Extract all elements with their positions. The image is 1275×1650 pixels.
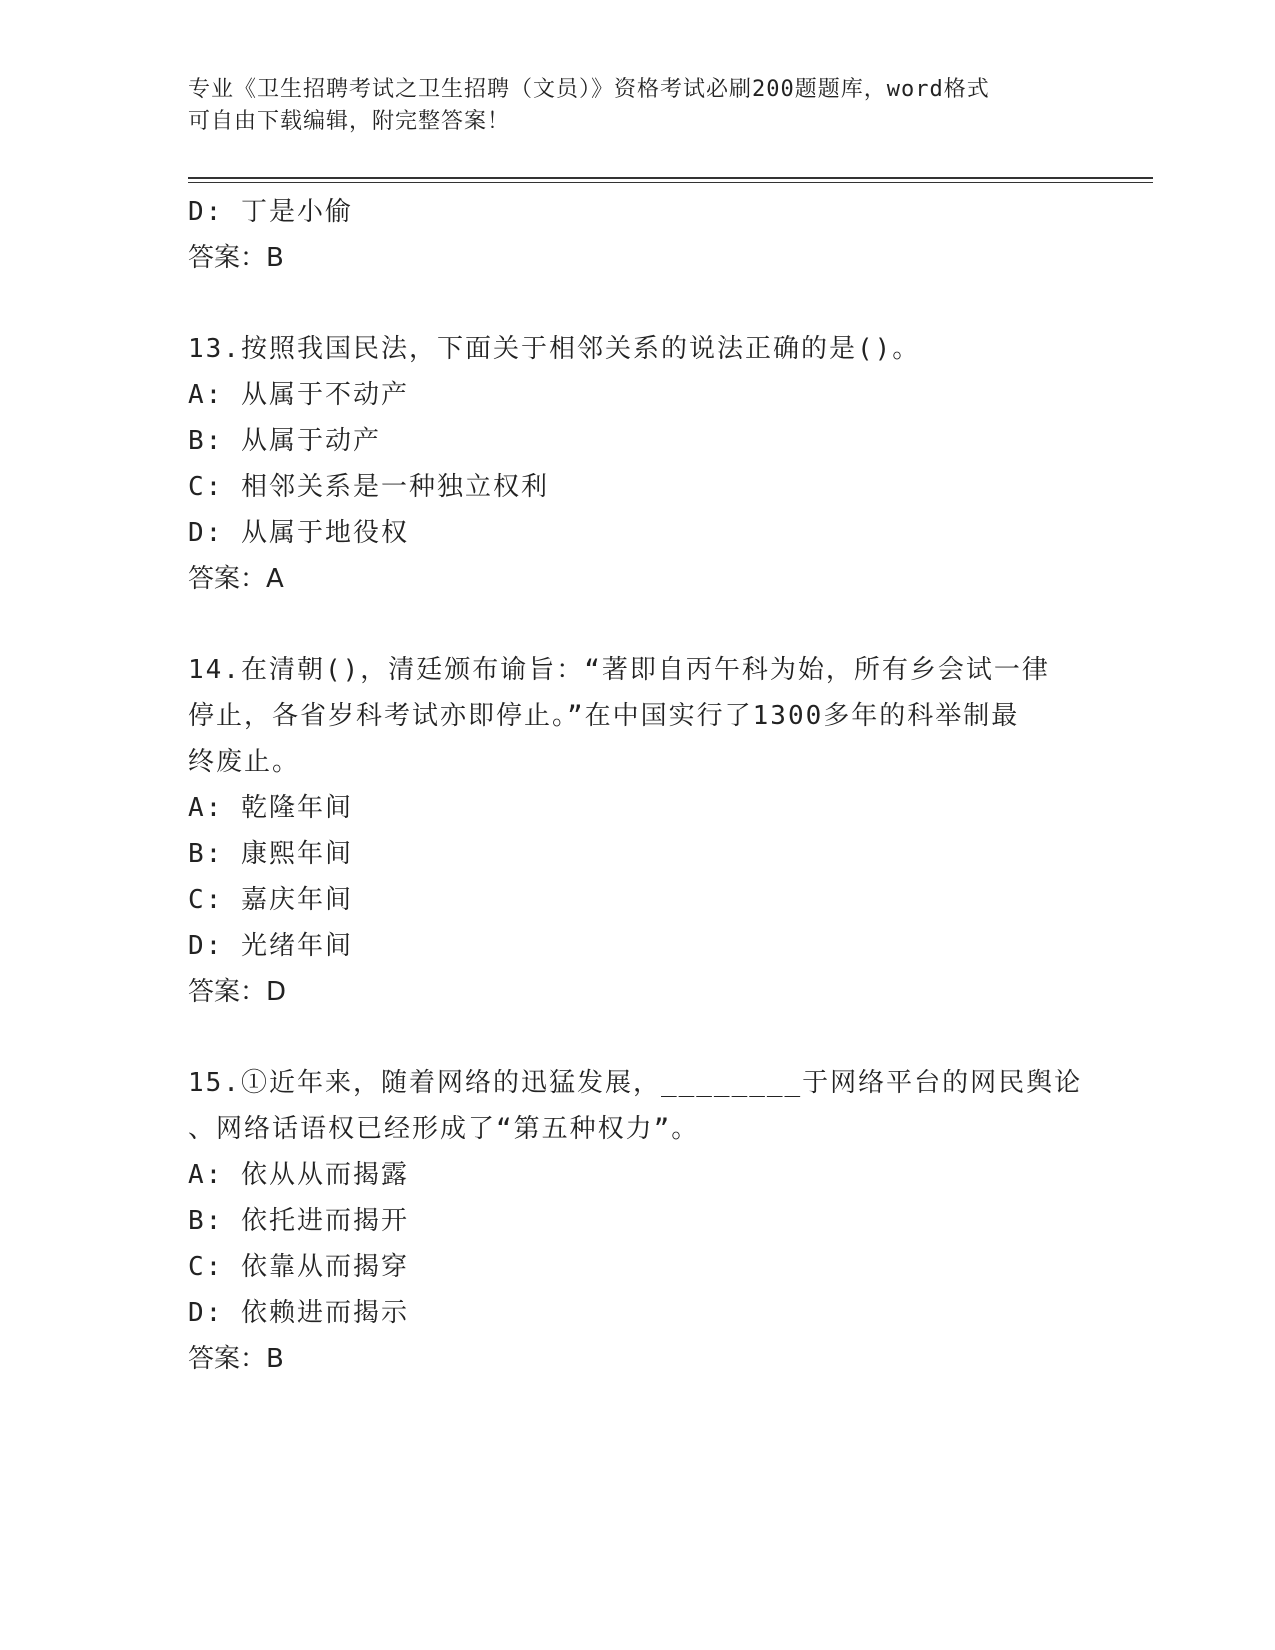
answer-line: 答案：D xyxy=(188,977,287,1007)
question-stem-line-2: 停止，各省岁科考试亦即停止。”在中国实行了1300多年的科举制最 xyxy=(188,701,1020,731)
header-line-1: 专业《卫生招聘考试之卫生招聘（文员）》资格考试必刷200题题库，word格式 xyxy=(188,77,990,102)
option-c: C: 依靠从而揭穿 xyxy=(188,1252,409,1282)
question-list xyxy=(188,189,1088,1382)
answer-line: 答案：B xyxy=(188,243,284,273)
option-c: C: 嘉庆年间 xyxy=(188,885,353,915)
question-14 xyxy=(188,647,1088,1015)
document-header xyxy=(188,74,1068,138)
answer-line: 答案：A xyxy=(188,564,284,594)
option-d: D: 丁是小偷 xyxy=(188,197,353,227)
option-c: C: 相邻关系是一种独立权利 xyxy=(188,472,549,502)
option-b: B: 从属于动产 xyxy=(188,426,381,456)
option-d: D: 依赖进而揭示 xyxy=(188,1298,409,1328)
option-a: A: 从属于不动产 xyxy=(188,380,409,410)
answer-line: 答案：B xyxy=(188,1344,284,1374)
option-d: D: 光绪年间 xyxy=(188,931,353,961)
header-line-2: 可自由下载编辑，附完整答案！ xyxy=(188,109,511,134)
option-b: B: 依托进而揭开 xyxy=(188,1206,409,1236)
question-15 xyxy=(188,1060,1088,1382)
question-stem-line-1: 15.①近年来，随着网络的迅猛发展，________于网络平台的网民舆论 xyxy=(188,1068,1083,1098)
question-stem-line-1: 14.在清朝()，清廷颁布谕旨：“著即自丙午科为始，所有乡会试一律 xyxy=(188,655,1050,685)
question-stem: 13.按照我国民法，下面关于相邻关系的说法正确的是()。 xyxy=(188,334,921,364)
question-stem-line-2: 、网络话语权已经形成了“第五种权力”。 xyxy=(188,1114,700,1144)
option-a: A: 依从从而揭露 xyxy=(188,1160,409,1190)
header-divider-thick xyxy=(188,177,1153,179)
option-a: A: 乾隆年间 xyxy=(188,793,353,823)
option-d: D: 从属于地役权 xyxy=(188,518,409,548)
option-b: B: 康熙年间 xyxy=(188,839,353,869)
previous-question-tail xyxy=(188,189,1088,281)
header-divider-thin xyxy=(188,182,1153,183)
question-stem-line-3: 终废止。 xyxy=(188,747,301,777)
question-13 xyxy=(188,326,1088,602)
